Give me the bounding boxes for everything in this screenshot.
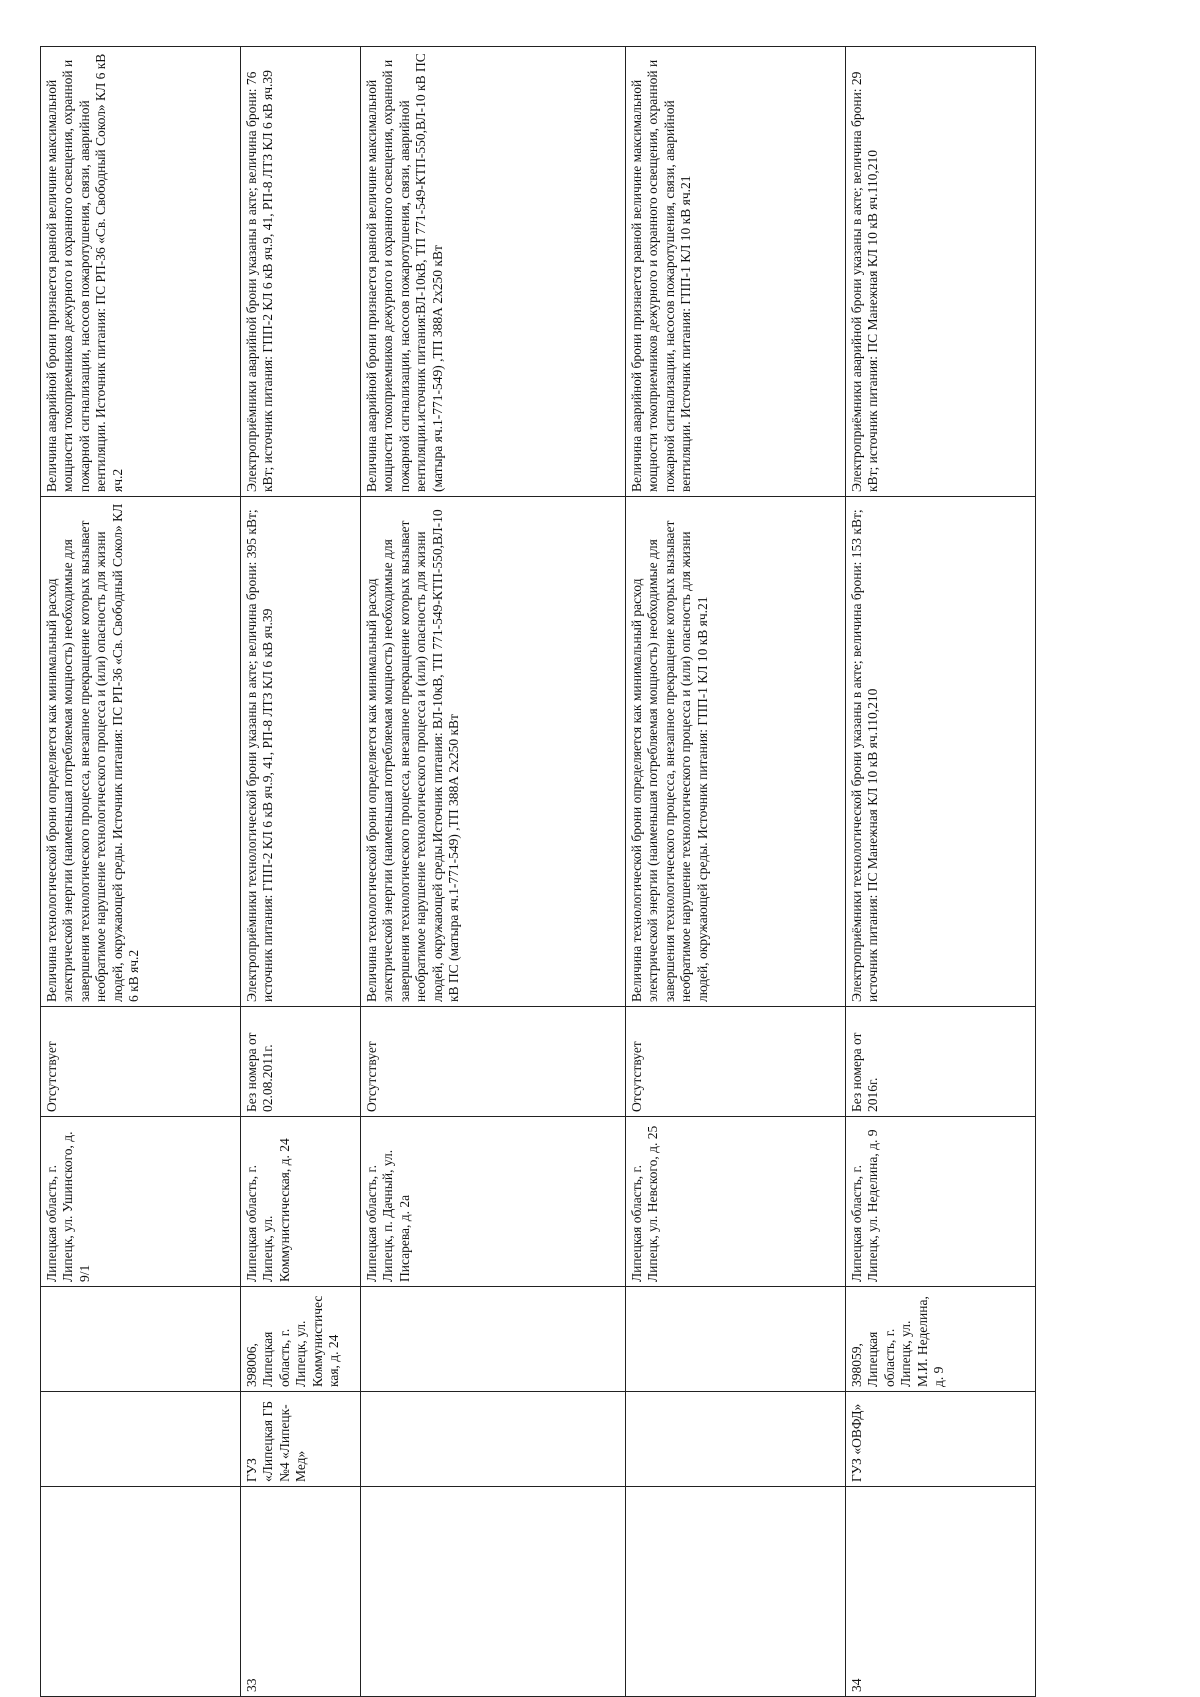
act-text: Отсутствует <box>364 1041 379 1112</box>
tech-reserve-text: Величина технологической брони определяется как минимальный расход электрической энергии (наименьшая потребляемая мощность) необходимые для завершения технологического процесса, внезапное прекращение которых вызывает необратимое нарушение технологического процесса и (или) опасность для жизни людей, окружающей среды. Источник питания: ПС РП-36 «Св. Свободный Сокол» КЛ 6 кВ яч.2 <box>44 503 142 1002</box>
rotated-page <box>40 47 1035 1697</box>
emergency-reserve-cell <box>241 47 361 497</box>
emergency-reserve-cell <box>626 47 846 497</box>
act-text: Без номера от 02.08.2011г. <box>244 1032 276 1112</box>
row-number: 33 <box>244 1678 259 1692</box>
object-address-cell <box>846 1117 1036 1287</box>
legal-address-cell <box>241 1287 361 1392</box>
act-text: Отсутствует <box>44 1041 59 1112</box>
table-row <box>846 47 1036 1697</box>
tech-reserve-cell <box>626 497 846 1007</box>
legal-address-cell <box>846 1287 1036 1392</box>
table-row <box>361 47 626 1697</box>
table-row <box>241 47 361 1697</box>
legal-address-cell <box>41 1287 241 1392</box>
object-address: Липецкая область, г. Липецк, ул. Невского, д. 25 <box>629 1125 661 1282</box>
emergency-reserve-cell <box>846 47 1036 497</box>
emergency-reserve-text: Величина аварийной брони признается равной величине максимальной мощности токоприемников дежурного и охранного освещения, охранной и пожарной сигнализации, насосов пожаротушения, связи, аварийной вентиляции.источник питания:ВЛ-10кВ, ТП 771-549-КТП-550,ВЛ-10 кВ ПС (матыра яч.1-771-549) ,ТП 388А 2х250 кВт <box>364 53 445 492</box>
tech-reserve-cell <box>41 497 241 1007</box>
tech-reserve-cell <box>241 497 361 1007</box>
object-address: Липецкая область, г. Липецк, п. Дачный, ул. Писарева, д. 2а <box>364 1149 412 1282</box>
act-text: Без номера от 2016г. <box>849 1032 881 1112</box>
act-cell <box>41 1007 241 1117</box>
object-address: Липецкая область, г. Липецк, ул. Ушинского, д. 9/1 <box>44 1131 92 1282</box>
emergency-reserve-cell <box>41 47 241 497</box>
act-cell <box>361 1007 626 1117</box>
object-address-cell <box>41 1117 241 1287</box>
org-name-cell <box>241 1392 361 1487</box>
emergency-reserve-text: Величина аварийной брони признается равной величине максимальной мощности токоприемников дежурного и охранного освещения, охранной и пожарной сигнализации, насосов пожаротушения, связи, аварийной вентиляции. Источник питания: ГПП-1 КЛ 10 кВ яч.21 <box>629 59 694 492</box>
tech-reserve-text: Величина технологической брони определяется как минимальный расход электрической энергии (наименьшая потребляемая мощность) необходимые для завершения технологического процесса, внезапное прекращение которых вызывает необратимое нарушение технологического процесса и (или) опасность для жизни людей, окружающей среды.Источник питания: ВЛ-10кВ, ТП 771-549-КТП-550,ВЛ-10 кВ ПС (матыра яч.1-771-549) ,ТП 388А 2х250 кВт <box>364 509 462 1002</box>
row-number: 34 <box>849 1678 864 1692</box>
row-number-cell <box>241 1487 361 1697</box>
emergency-reserve-text: Электроприёмники аварийной брони указаны в акте; величина брони: 76 кВт; источник питания: ГПП-2 КЛ 6 кВ яч.9, 41, РП-8 ЛТЗ КЛ 6 кВ яч.39 <box>244 70 276 492</box>
act-cell <box>846 1007 1036 1117</box>
emergency-reserve-text: Электроприёмники аварийной брони указаны в акте; величина брони: 29 кВт; источник питания: ПС Манежная КЛ 10 кВ яч.110,210 <box>849 71 881 492</box>
table-row <box>41 47 241 1697</box>
reservation-table <box>40 46 1036 1697</box>
act-text: Отсутствует <box>629 1041 644 1112</box>
act-cell <box>626 1007 846 1117</box>
tech-reserve-text: Электроприёмники технологической брони указаны в акте; величина брони: 395 кВт; источник питания: ГПП-2 КЛ 6 кВ яч.9, 41, РП-8 ЛТЗ КЛ 6 кВ яч.39 <box>244 509 276 1002</box>
legal-address-cell <box>626 1287 846 1392</box>
org-name-cell <box>361 1392 626 1487</box>
legal-address-cell <box>361 1287 626 1392</box>
tech-reserve-cell <box>361 497 626 1007</box>
legal-address: 398006, Липецкая область, г. Липецк, ул. Коммунистическая, д. 24 <box>244 1295 342 1387</box>
org-name-cell <box>846 1392 1036 1487</box>
tech-reserve-text: Электроприёмники технологической брони указаны в акте; величина брони: 153 кВт; источник питания: ПС Манежная КЛ 10 кВ яч.110,210 <box>849 509 881 1002</box>
tech-reserve-cell <box>846 497 1036 1007</box>
object-address-cell <box>361 1117 626 1287</box>
emergency-reserve-text: Величина аварийной брони признается равной величине максимальной мощности токоприемников дежурного и охранного освещения, охранной и пожарной сигнализации, насосов пожаротушения, связи, аварийной вентиляции. Источник питания: ПС РП-36 «Св. Свободный Сокол» КЛ 6 кВ яч.2 <box>44 53 125 492</box>
object-address-cell <box>241 1117 361 1287</box>
org-name: ГУЗ «ОВФД» <box>849 1403 864 1482</box>
emergency-reserve-cell <box>361 47 626 497</box>
row-number-cell <box>626 1487 846 1697</box>
object-address: Липецкая область, г. Липецк, ул. Неделина, д. 9 <box>849 1129 881 1282</box>
row-number-cell <box>361 1487 626 1697</box>
org-name-cell <box>626 1392 846 1487</box>
table-row <box>626 47 846 1697</box>
org-name: ГУЗ «Липецкая ГБ №4 «Липецк-Мед» <box>244 1400 309 1482</box>
object-address: Липецкая область, г. Липецк, ул. Коммунистическая, д. 24 <box>244 1138 292 1282</box>
tech-reserve-text: Величина технологической брони определяется как минимальный расход электрической энергии (наименьшая потребляемая мощность) необходимые для завершения технологического процесса, внезапное прекращение которых вызывает необратимое нарушение технологического процесса и (или) опасность для жизни людей, окружающей среды. Источник питания: ГПП-1 КЛ 10 кВ яч.21 <box>629 520 710 1002</box>
object-address-cell <box>626 1117 846 1287</box>
row-number-cell <box>41 1487 241 1697</box>
row-number-cell <box>846 1487 1036 1697</box>
org-name-cell <box>41 1392 241 1487</box>
act-cell <box>241 1007 361 1117</box>
legal-address: 398059, Липецкая область, г. Липецк, ул. М.И. Неделина, д. 9 <box>849 1296 947 1387</box>
